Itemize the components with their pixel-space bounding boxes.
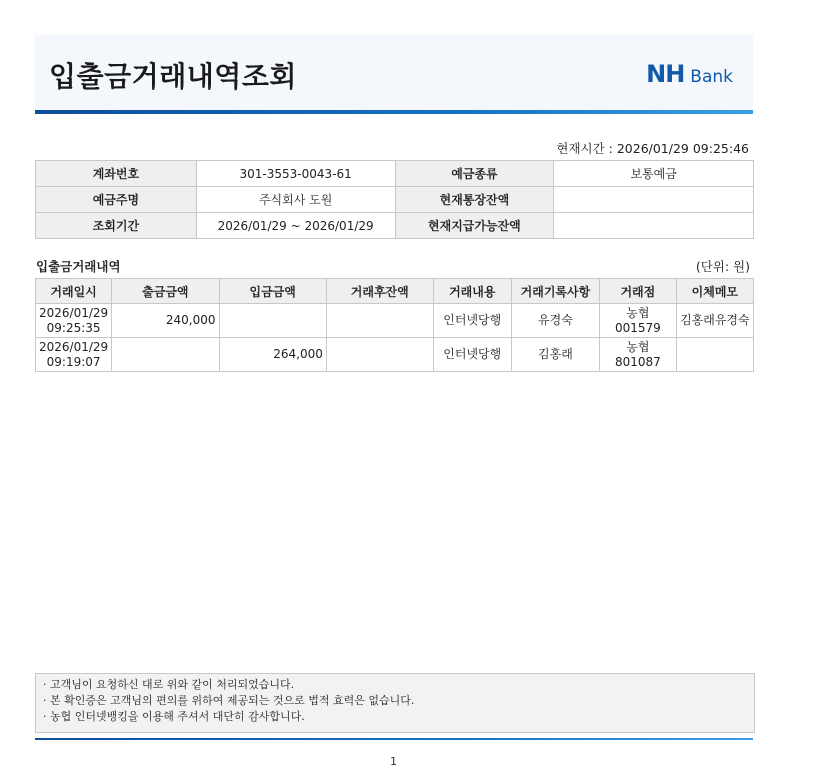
account-number-label: 계좌번호 [36,161,197,187]
notice-box [35,673,755,733]
notice-line: · 고객님이 요청하신 대로 위와 같이 처리되었습니다. [43,678,295,691]
column-header: 거래점 [600,279,677,304]
transaction-time: 09:19:07 [46,354,101,369]
period-value: 2026/01/29 ~ 2026/01/29 [196,213,395,239]
page-number: 1 [390,755,397,768]
withdrawal-amount: 240,000 [112,304,219,338]
column-header: 거래기록사항 [511,279,599,304]
period-label: 조회기간 [36,213,197,239]
withdrawal-amount [112,338,219,372]
footer-divider [35,738,753,740]
table-header-row [36,279,754,304]
notice-line: · 농협 인터넷뱅킹을 이용해 주셔서 대단히 감사합니다. [43,710,305,723]
column-header: 거래내용 [433,279,511,304]
account-number-value: 301-3553-0043-61 [196,161,395,187]
logo-bank-text: Bank [690,67,733,87]
holder-label: 예금주명 [36,187,197,213]
current-time: 현재시간 : 2026/01/29 09:25:46 [556,141,749,156]
notice-line: · 본 확인증은 고객님의 편의를 위하여 제공되는 것으로 법적 효력은 없습니다. [43,694,415,707]
transaction-date: 2026/01/29 [39,339,109,354]
transaction-branch: 농협 001579 [600,304,677,338]
transaction-time: 09:25:35 [46,320,101,335]
logo-nh-text: NH [646,60,685,88]
transactions-table [35,278,754,372]
nh-bank-logo [646,60,733,88]
transaction-record: 유경숙 [511,304,599,338]
column-header: 입금금액 [219,279,326,304]
deposit-type-label: 예금종류 [395,161,554,187]
transaction-date: 2026/01/29 [39,305,109,320]
transaction-branch: 농협 801087 [600,338,677,372]
account-info-table [35,160,754,239]
holder-value: 주식회사 도원 [196,187,395,213]
transaction-datetime [36,338,112,372]
balance-after [326,304,433,338]
table-row [36,338,754,372]
page-title: 입출금거래내역조회 [49,60,297,93]
info-row [36,213,754,239]
available-balance-label: 현재지급가능잔액 [395,213,554,239]
deposit-amount [219,304,326,338]
header-divider [35,110,753,114]
transfer-memo [676,338,753,372]
transaction-record: 김홍래 [511,338,599,372]
document-header [35,35,753,111]
deposit-type-value: 보통예금 [554,161,754,187]
passbook-balance-value [554,187,754,213]
info-row [36,161,754,187]
deposit-amount: 264,000 [219,338,326,372]
column-header: 거래일시 [36,279,112,304]
balance-after [326,338,433,372]
column-header: 이체메모 [676,279,753,304]
transaction-content: 인터넷당행 [433,304,511,338]
unit-label: (단위: 원) [695,259,750,274]
transaction-content: 인터넷당행 [433,338,511,372]
available-balance-value [554,213,754,239]
column-header: 거래후잔액 [326,279,433,304]
transactions-section-title: 입출금거래내역 [36,259,121,274]
column-header: 출금금액 [112,279,219,304]
passbook-balance-label: 현재통장잔액 [395,187,554,213]
transaction-datetime [36,304,112,338]
info-row [36,187,754,213]
table-row [36,304,754,338]
transfer-memo: 김홍래유경숙 [676,304,753,338]
